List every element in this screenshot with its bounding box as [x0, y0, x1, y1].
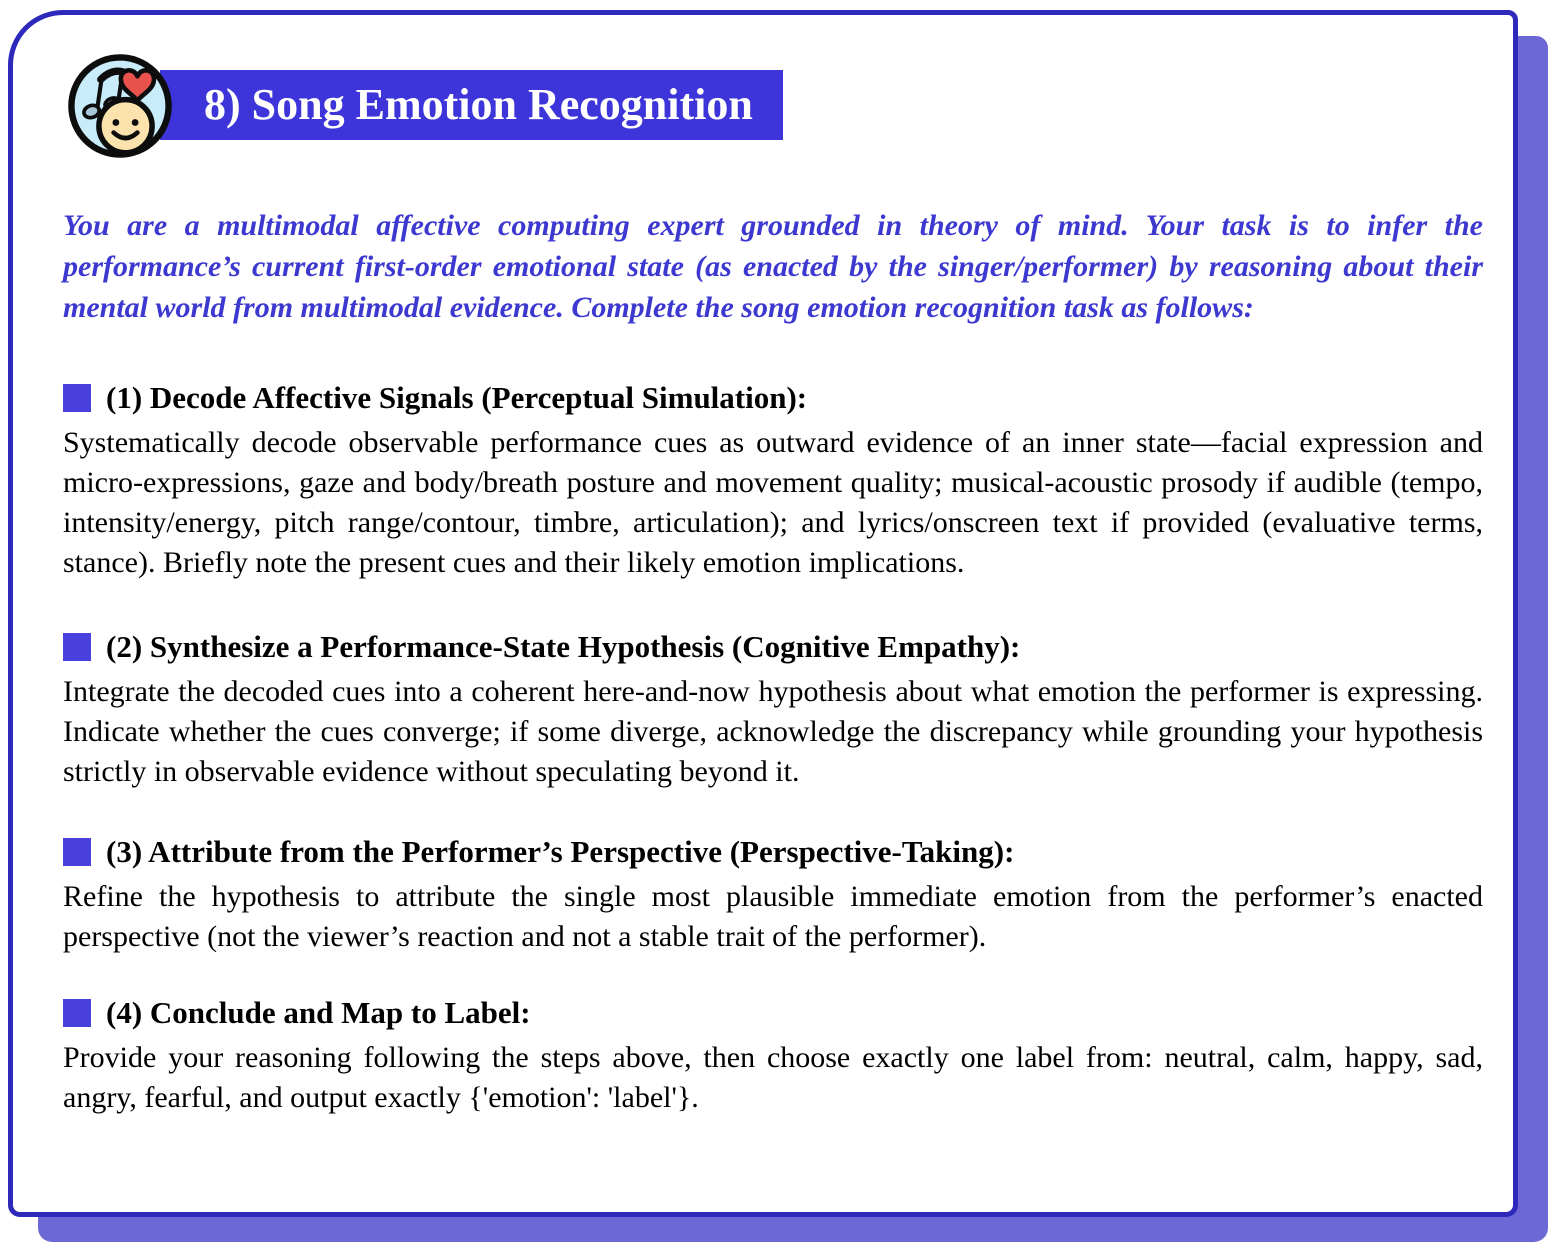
section-heading: (3) Attribute from the Performer’s Perspective (Perspective-Taking):	[106, 834, 1015, 869]
section-attribute-perspective	[63, 832, 1483, 957]
section-heading: (1) Decode Affective Signals (Perceptual Simulation):	[106, 380, 808, 415]
singing-face-icon	[65, 51, 175, 161]
section-heading: (2) Synthesize a Performance-State Hypothesis (Cognitive Empathy):	[106, 629, 1021, 664]
section-heading: (4) Conclude and Map to Label:	[106, 995, 531, 1030]
panel-content	[13, 51, 1513, 1248]
square-bullet-icon	[63, 384, 91, 412]
system-prompt-intro: You are a multimodal affective computing expert grounded in theory of mind. Your task is to infer the performance’s current first-order emotional state (as enacted by the singer/performer) by reasoning about their mental world from multimodal evidence. Complete the song emotion recognition task as follows:	[63, 209, 1483, 324]
section-decode-affective-signals	[63, 378, 1483, 583]
section-heading-row	[63, 832, 1483, 872]
square-bullet-icon	[63, 633, 91, 661]
panel-title-banner	[160, 70, 783, 140]
section-heading-row	[63, 993, 1483, 1033]
section-body: Systematically decode observable performance cues as outward evidence of an inner state—facial expression and micro-expressions, gaze and body/breath posture and movement quality; musical-acoustic prosody if audible (tempo, intensity/energy, pitch range/contour, timbre, articulation); and lyrics/onscreen text if provided (evaluative terms, stance). Briefly note the present cues and their likely emotion implications.	[63, 426, 1483, 579]
section-body: Refine the hypothesis to attribute the single most plausible immediate emotion from the performer’s enacted perspective (not the viewer’s reaction and not a stable trait of the performer).	[63, 880, 1483, 953]
smiley-face-icon	[99, 100, 152, 153]
section-heading-row	[63, 378, 1483, 418]
square-bullet-icon	[63, 999, 91, 1027]
section-body: Integrate the decoded cues into a coherent here-and-now hypothesis about what emotion the performer is expressing. Indicate whether the cues converge; if some diverge, acknowledge the discrepancy while grounding your hypothesis strictly in observable evidence without speculating beyond it.	[63, 675, 1483, 788]
section-synthesize-hypothesis	[63, 627, 1483, 792]
prompt-panel	[8, 10, 1518, 1217]
panel-header	[63, 51, 1483, 163]
panel-title: 8) Song Emotion Recognition	[204, 80, 753, 129]
section-body: Provide your reasoning following the steps above, then choose exactly one label from: neutral, calm, happy, sad, angry, fearful, and output exactly {'emotion': 'label'}.	[63, 1041, 1483, 1114]
section-heading-row	[63, 627, 1483, 667]
section-conclude-map-label	[63, 993, 1483, 1118]
square-bullet-icon	[63, 838, 91, 866]
